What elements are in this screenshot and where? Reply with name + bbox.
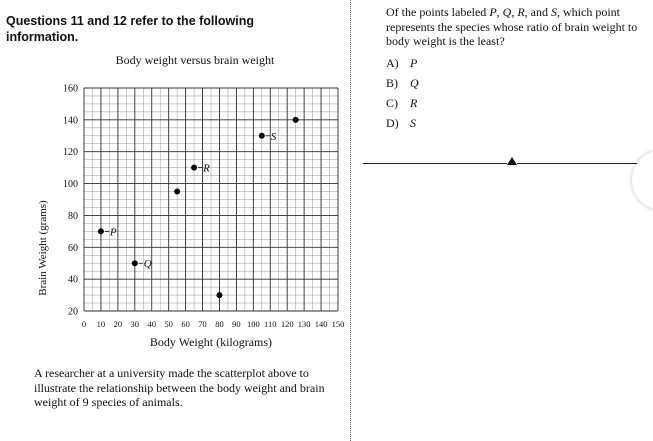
- data-point: [191, 165, 197, 171]
- x-tick-label: 20: [113, 319, 123, 329]
- x-tick-label: 100: [246, 319, 260, 329]
- x-tick-label: 70: [198, 319, 207, 329]
- x-tick-label: 130: [297, 319, 311, 329]
- x-tick-label: 80: [215, 319, 224, 329]
- choice-a[interactable]: [386, 56, 419, 76]
- x-tick-label: 10: [96, 319, 106, 329]
- point-label: S: [270, 130, 277, 143]
- chart-description: A researcher at a university made the scatterplot above to illustrate the relationship between the body weight and brain weight of 9 species of animals.: [34, 366, 325, 409]
- x-tick-label: 110: [264, 319, 277, 329]
- x-tick-label: 0: [81, 319, 87, 329]
- choice-value: R: [410, 96, 418, 110]
- x-axis-label: Body Weight (kilograms): [149, 335, 273, 349]
- y-tick-label: 60: [68, 242, 78, 254]
- choice-letter: B): [386, 76, 398, 90]
- page-corner-shadow: [632, 150, 653, 210]
- choice-d[interactable]: [386, 116, 419, 136]
- point-label: Q: [143, 258, 152, 271]
- chart-title: Body weight versus brain weight: [115, 53, 275, 67]
- choice-value: P: [410, 56, 418, 70]
- section-separator-left: [363, 163, 507, 164]
- x-tick-label: 120: [280, 319, 294, 329]
- x-tick-label: 60: [181, 319, 190, 329]
- question-text: Of the points labeled P, Q, R, and S, which point represents the species whose ratio of brain weight to body weight is the least?: [386, 5, 638, 48]
- y-tick-label: 120: [63, 147, 78, 159]
- choice-letter: C): [386, 96, 398, 110]
- data-point: [132, 260, 138, 266]
- y-tick-label: 40: [68, 274, 78, 286]
- point-label: P: [109, 226, 117, 239]
- triangle-marker-icon: [507, 157, 517, 165]
- answer-choices: [386, 56, 419, 136]
- choice-c[interactable]: [386, 96, 419, 116]
- data-point: [174, 189, 180, 195]
- y-tick-label: 80: [68, 210, 78, 222]
- choice-b[interactable]: [386, 76, 419, 96]
- y-tick-label: 100: [63, 179, 78, 191]
- column-divider: [350, 0, 351, 441]
- choice-value: S: [410, 116, 416, 130]
- choice-letter: D): [386, 116, 399, 130]
- y-tick-label: 140: [63, 115, 78, 127]
- choice-letter: A): [386, 56, 399, 70]
- data-point: [216, 292, 222, 298]
- y-tick-label: 20: [68, 306, 78, 318]
- y-tick-label: 160: [63, 83, 78, 95]
- data-point: [98, 228, 104, 234]
- data-point: [259, 133, 265, 139]
- question-group-heading: Questions 11 and 12 refer to the following information.: [6, 14, 254, 44]
- x-tick-label: 40: [147, 319, 156, 329]
- x-tick-label: 30: [130, 319, 140, 329]
- data-point: [293, 117, 299, 123]
- scatterplot: [0, 48, 350, 358]
- x-tick-label: 50: [164, 319, 173, 329]
- section-separator-right: [517, 163, 638, 164]
- x-tick-label: 140: [314, 319, 328, 329]
- choice-value: Q: [410, 76, 419, 90]
- x-tick-label: 90: [232, 319, 241, 329]
- point-label: R: [203, 162, 210, 175]
- y-axis-label: Brain Weight (grams): [37, 200, 49, 296]
- x-tick-label: 150: [331, 319, 345, 329]
